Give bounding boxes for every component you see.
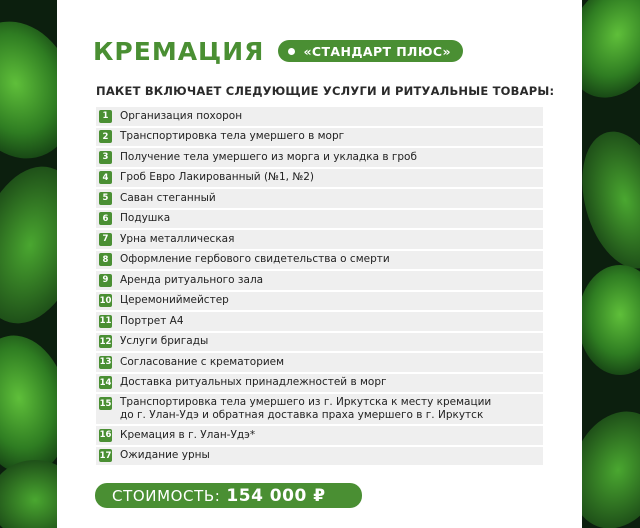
item-label: Урна металлическая: [120, 232, 235, 245]
list-item: [96, 230, 543, 249]
item-number: 9: [99, 274, 112, 287]
item-label: Гроб Евро Лакированный (№1, №2): [120, 171, 315, 184]
item-label: Аренда ритуального зала: [120, 273, 264, 286]
price-badge: [95, 483, 362, 508]
list-item: [96, 394, 543, 424]
item-number: 15: [99, 398, 112, 409]
item-label: Оформление гербового свидетельства о смерти: [120, 253, 390, 266]
item-label: Согласование с крематорием: [120, 355, 285, 368]
item-label: Церемониймейстер: [120, 294, 229, 307]
item-number: 13: [99, 357, 112, 368]
item-number: 8: [99, 253, 112, 266]
item-number: 11: [99, 316, 112, 327]
list-item: [96, 333, 543, 352]
list-item: [96, 169, 543, 188]
list-item: [96, 128, 543, 147]
services-list: [96, 107, 543, 467]
list-item: [96, 374, 543, 393]
item-number: 17: [99, 450, 112, 461]
page-title: КРЕМАЦИЯ: [93, 36, 265, 66]
item-label: Услуги бригады: [120, 335, 209, 348]
item-label: Получение тела умершего из морга и укладка в гроб: [120, 150, 417, 163]
list-item: [96, 426, 543, 445]
list-item: [96, 447, 543, 466]
item-number: 4: [99, 171, 112, 184]
item-label-line: до г. Улан-Удэ и обратная доставка праха умершего в г. Иркутск: [120, 409, 484, 421]
item-label: Саван стеганный: [120, 191, 216, 204]
item-number: 14: [99, 377, 112, 388]
item-label-line: Транспортировка тела умершего из г. Иркутска к месту кремации: [120, 396, 492, 408]
price-label: СТОИМОСТЬ:: [112, 486, 221, 505]
list-item: [96, 292, 543, 311]
item-number: 3: [99, 151, 112, 164]
list-heading: ПАКЕТ ВКЛЮЧАЕТ СЛЕДУЮЩИЕ УСЛУГИ И РИТУАЛЬНЫЕ ТОВАРЫ:: [96, 84, 555, 98]
item-number: 1: [99, 110, 112, 123]
list-item: [96, 251, 543, 270]
list-item: [96, 271, 543, 290]
item-label: Организация похорон: [120, 109, 243, 122]
price-value: 154 000 ₽: [226, 485, 326, 506]
bullet-dot-icon: [288, 48, 295, 55]
item-label: Ожидание урны: [120, 449, 210, 462]
list-item: [96, 312, 543, 331]
list-item: [96, 210, 543, 229]
item-number: 10: [99, 295, 112, 306]
item-label: [120, 396, 491, 422]
list-item: [96, 148, 543, 167]
item-label: Портрет А4: [120, 314, 184, 327]
item-number: 7: [99, 233, 112, 246]
list-item: [96, 353, 543, 372]
package-name: «СТАНДАРТ ПЛЮС»: [303, 43, 451, 59]
item-label: Транспортировка тела умершего в морг: [120, 130, 345, 143]
item-label: Кремация в г. Улан-Удэ*: [120, 428, 256, 441]
item-label: Подушка: [120, 212, 171, 225]
item-label: Доставка ритуальных принадлежностей в морг: [120, 376, 387, 389]
package-badge: [278, 40, 463, 62]
item-number: 16: [99, 430, 112, 441]
list-item: [96, 107, 543, 126]
header: [93, 36, 463, 66]
item-number: 5: [99, 192, 112, 205]
item-number: 2: [99, 130, 112, 143]
item-number: 6: [99, 212, 112, 225]
list-item: [96, 189, 543, 208]
item-number: 12: [99, 336, 112, 347]
